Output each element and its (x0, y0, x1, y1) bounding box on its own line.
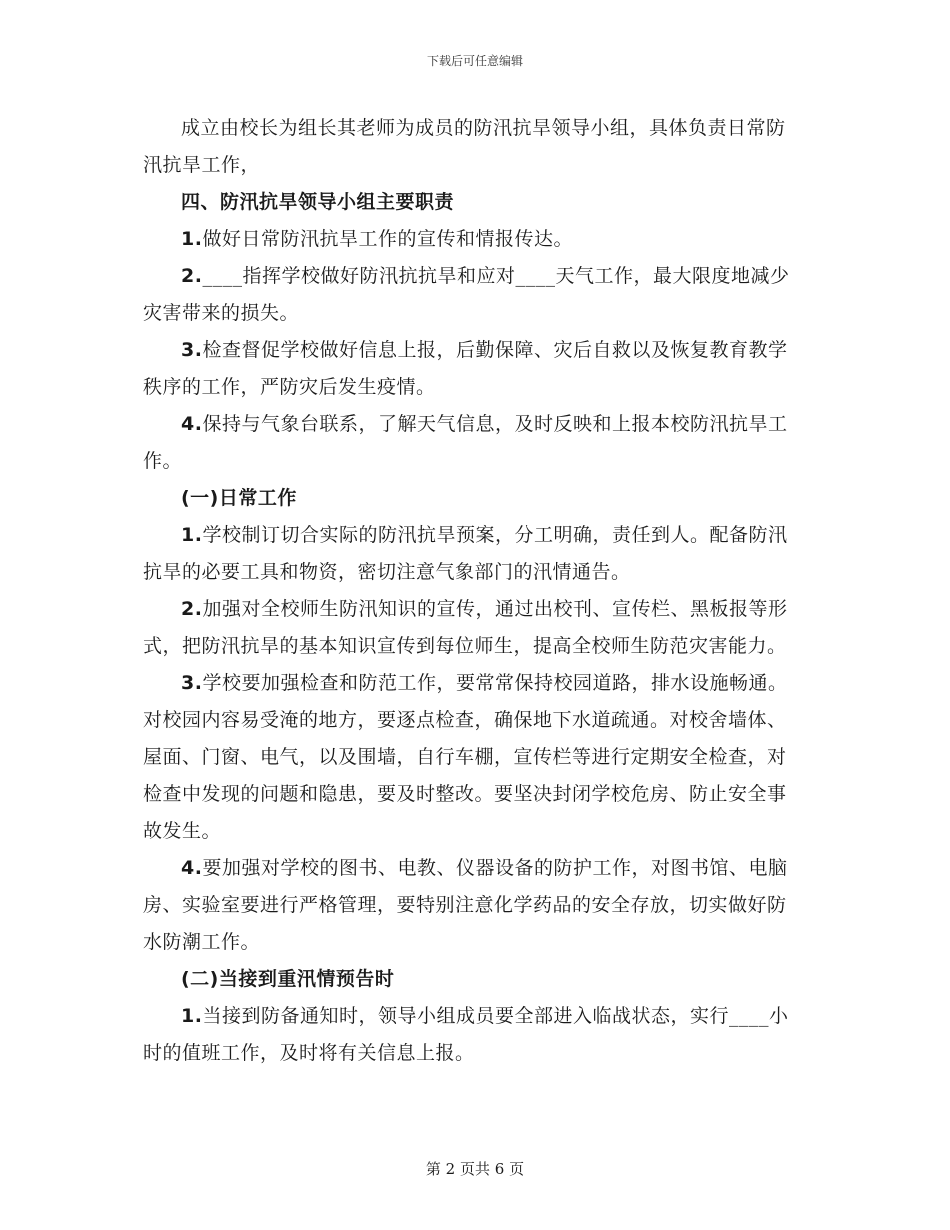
page-number: 第 2 页共 6 页 (425, 1160, 525, 1178)
item-text: 要加强对学校的图书、电教、仪器设备的防护工作，对图书馆、电脑房、实验室要进行严格管理，要特别注意化学药品的安全存放，切实做好防水防潮工作。 (143, 857, 788, 953)
duty-item-4 (143, 406, 803, 480)
daily-item-2 (143, 591, 803, 665)
item-text: 学校制订切合实际的防汛抗旱预案，分工明确，责任到人。配备防汛抗旱的必要工具和物资，密切注意气象部门的汛情通告。 (143, 524, 788, 583)
item-number: 3. (181, 339, 203, 361)
item-text: 学校要加强检查和防范工作，要常常保持校园道路，排水设施畅通。对校园内容易受淹的地方，要逐点检查，确保地下水道疏通。对校舍墙体、屋面、门窗、电气，以及围墙，自行车棚，宣传栏等进行定期安全检查，对检查中发现的问题和隐患，要及时整改。要坚决封闭学校危房、防止安全事故发生。 (143, 672, 788, 842)
duty-item-2 (143, 258, 803, 332)
item-number: 4. (181, 413, 203, 435)
daily-item-1 (143, 517, 803, 591)
item-text: 加强对全校师生防汛知识的宣传，通过出校刊、宣传栏、黑板报等形式，把防汛抗旱的基本知识宣传到每位师生，提高全校师生防范灾害能力。 (143, 598, 788, 657)
subsection-heading-daily-work: (一)日常工作 (181, 487, 297, 509)
item-number: 1. (181, 228, 203, 250)
item-text: 保持与气象台联系，了解天气信息，及时反映和上报本校防汛抗旱工作。 (143, 413, 788, 472)
flood-item-1 (143, 998, 803, 1072)
item-number: 2. (181, 265, 203, 287)
paragraph-leadership-group: 成立由校长为组长其老师为成员的防汛抗旱领导小组，具体负责日常防汛抗旱工作， (143, 117, 786, 176)
item-text: 检查督促学校做好信息上报，后勤保障、灾后自救以及恢复教育教学秩序的工作，严防灾后发生疫情。 (143, 339, 788, 398)
item-text: ____指挥学校做好防汛抗抗旱和应对____天气工作，最大限度地减少灾害带来的损失。 (143, 265, 790, 324)
item-text: 做好日常防汛抗旱工作的宣传和情报传达。 (202, 228, 573, 250)
daily-item-4 (143, 850, 803, 961)
item-number: 3. (181, 672, 203, 694)
section-heading-duties: 四、防汛抗旱领导小组主要职责 (181, 191, 455, 213)
duty-item-1 (143, 221, 803, 258)
item-text: 当接到防备通知时，领导小组成员要全部进入临战状态，实行____小时的值班工作，及时将有关信息上报。 (143, 1005, 789, 1064)
page-header: 下载后可任意编辑 (426, 54, 523, 68)
document-body (143, 110, 803, 1072)
duty-item-3 (143, 332, 803, 406)
item-number: 1. (181, 1005, 203, 1027)
item-number: 4. (181, 857, 203, 879)
daily-item-3 (143, 665, 803, 850)
item-number: 1. (181, 524, 203, 546)
subsection-heading-flood-warning: (二)当接到重汛情预告时 (181, 968, 395, 990)
item-number: 2. (181, 598, 203, 620)
